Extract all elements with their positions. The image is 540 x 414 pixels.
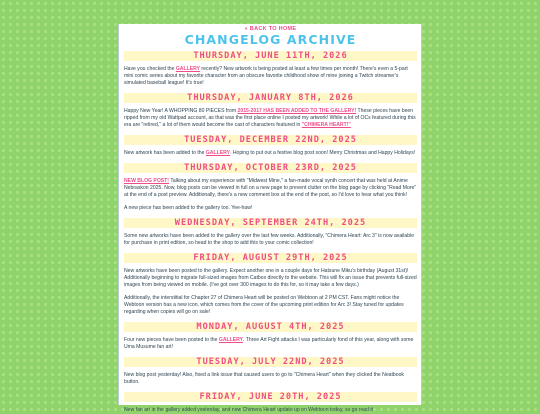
entry-text-segment: New artwork has been added to the	[124, 150, 206, 156]
highlight-link[interactable]: GALLERY	[205, 150, 230, 156]
entry-text-segment: New fan art in the gallery added yesterday, and new Chimera Heart update up on Webtoon today, so go read it	[124, 407, 373, 413]
changelog-date-heading: MONDAY, AUGUST 4TH, 2025	[124, 322, 417, 332]
changelog-date-heading: FRIDAY, AUGUST 29TH, 2025	[124, 253, 417, 263]
changelog-entry-text	[124, 268, 417, 289]
entry-text-segment: Have you checked the	[124, 66, 176, 72]
entry-text-segment: . Hoping to put out a festive blog post soon! Merry Christmas and Happy Holidays!	[230, 150, 416, 156]
highlight-link[interactable]: 2015-2017 HAS BEEN ADDED TO THE GALLERY!	[237, 108, 357, 114]
changelog-date-heading: THURSDAY, JUNE 11TH, 2026	[124, 51, 417, 61]
changelog-date-heading: THURSDAY, JANUARY 8TH, 2026	[124, 93, 417, 103]
changelog-entry-text	[124, 108, 417, 129]
changelog-date-heading: THURSDAY, OCTOBER 23RD, 2025	[124, 163, 417, 173]
entry-text-segment: Four new pieces have been posted to the	[124, 337, 219, 343]
page-title: CHANGELOG ARCHIVE	[184, 32, 357, 47]
entry-text-segment: These pieces have been ripped from my old Wattpad account, as that was the first place online I posted my artwork! While a lot of OCs featured during this era are "retired," a lot of them would become the cast of characters featured in	[124, 108, 416, 128]
changelog-panel	[118, 24, 422, 413]
entry-text-segment: Happy New Year! A WHOPPING 80 PIECES from	[124, 108, 238, 114]
highlight-link[interactable]: NEW BLOG POST!	[124, 178, 169, 184]
changelog-entry-text	[124, 205, 417, 212]
changelog-entry-text	[124, 295, 417, 316]
highlight-link[interactable]: GALLERY	[175, 66, 200, 72]
changelog-entry-text	[124, 372, 417, 386]
entry-text-segment: Some new artworks have been added to the gallery over the last few weeks. Additionally, "Chimera Heart: Arc 3" is now available for purchase in print edition, so head to the shop to add this to your comic collection!	[124, 233, 415, 246]
entry-text-segment: recently? New artwork is being posted at least a few times per month! There's even a 5-part mini comic series about my favorite character from an obscure favorite childhood show of mine joining a Twitch streamer's simulated baseball league! It's true!	[124, 66, 408, 86]
entry-text-segment: New artworks have been posted to the gallery. Expect another one in a couple days for Hatsune Miku's birthday (August 31st)! Additionally beginning to migrate full-sized images from Catbox directly to the website. This will fix an issue that prevents full-sized images from being viewed on mobile. (I've got over 300 images to do this for, so it may take a few days.)	[124, 268, 417, 288]
changelog-date-heading: WEDNESDAY, SEPTEMBER 24TH, 2025	[124, 218, 417, 228]
changelog-entry-text	[124, 233, 417, 247]
entry-text-segment: Talking about my experience with "Midwest Mine," a fan-made vocal synth concert that was held at Anime Nebraskon 2025. Now, blog posts can be viewed in full on a new page to prevent clutter on the blog page by clicking "Read More" at the end of a post preview. Additionally, there's a new comment box at the end of the post, so I'd love to hear what you think!	[124, 178, 417, 198]
highlight-link[interactable]: GALLERY	[218, 337, 244, 343]
entry-text-segment: A new piece has been added to the gallery too. Yee-haw!	[124, 205, 253, 211]
entry-text-segment: . Three Art Fight attacks I was particularly fond of this year, along with some Uma Musume fan art!	[124, 337, 414, 350]
entry-text-segment: New blog post yesterday! Also, fixed a link issue that caused users to go to "Chimera Heart" when they clicked the Neatbook button.	[124, 372, 404, 385]
highlight-link[interactable]: "CHIMERA HEART!"	[301, 122, 351, 128]
changelog-entry-text	[124, 178, 417, 199]
entry-text-segment: Additionally, the interstitial for Chapter 27 of Chimera Heart will be posted on Webtoon at 2 PM CST. Fans might notice the Webtoon version has a new icon, which comes from the cover of the upcoming print edition for Arc 3! Stay tuned for updates regarding when copies will go on sale!	[124, 295, 404, 315]
changelog-entry-text	[124, 66, 417, 87]
changelog-date-heading: TUESDAY, DECEMBER 22ND, 2025	[124, 135, 417, 145]
changelog-entry-text	[124, 150, 417, 157]
back-to-home-link[interactable]: « BACK TO HOME	[244, 26, 297, 32]
changelog-entries	[124, 51, 417, 414]
changelog-date-heading: FRIDAY, JUNE 20TH, 2025	[124, 392, 417, 402]
changelog-entry-text	[124, 407, 417, 414]
changelog-entry-text	[124, 337, 417, 351]
changelog-date-heading: TUESDAY, JULY 22ND, 2025	[124, 357, 417, 367]
